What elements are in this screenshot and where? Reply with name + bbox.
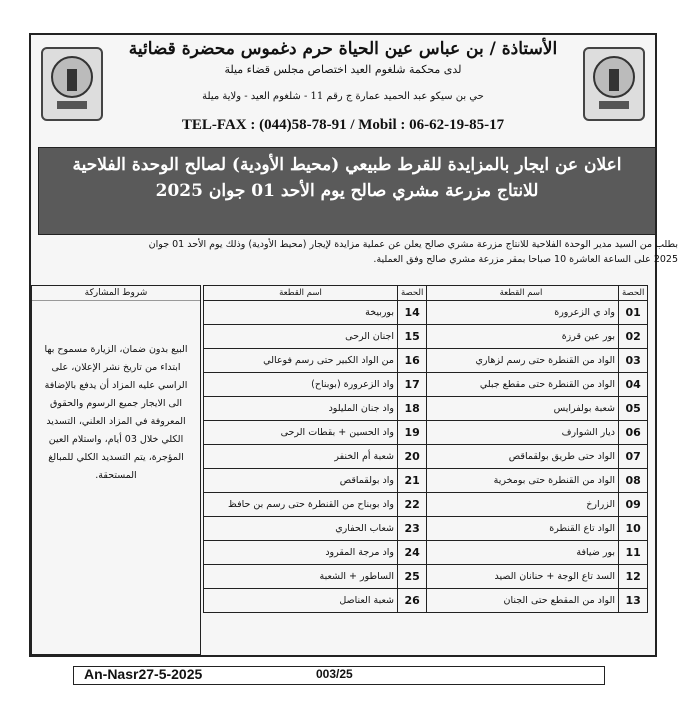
table-row <box>204 301 427 325</box>
office-address: حي بن سيكو عبد الحميد عمارة ج رقم 11 - شلغوم العيد - ولاية ميلة <box>202 91 484 102</box>
lot-name: واد ي الزعرورة <box>424 301 619 325</box>
lot-name: الواد من القنطرة حتى بومخرية <box>424 469 619 493</box>
table-row <box>204 373 427 397</box>
lot-number: 04 <box>619 373 648 397</box>
lot-name: الواد حتى طريق بولقماقص <box>424 445 619 469</box>
lot-number: 03 <box>619 349 648 373</box>
lot-number: 07 <box>619 445 648 469</box>
conditions-header: شروط المشاركة <box>32 286 200 301</box>
table-header-row <box>204 286 427 301</box>
banner-line-1: اعلان عن ايجار بالمزايدة للقرط طبيعي (محيط الأودية) لصالح الوحدة الفلاحية <box>72 155 622 175</box>
table-row <box>424 349 648 373</box>
lot-name: شعبة بولفرايس <box>424 397 619 421</box>
lot-name: بور ضيافة <box>424 541 619 565</box>
publication-footer <box>73 666 605 685</box>
lot-number: 12 <box>619 565 648 589</box>
intro-line-2: 2025 على الساعة العاشرة 10 صباحا بمقر مزرعة مشري صالح وفق العملية. <box>373 254 678 265</box>
table-row <box>424 373 648 397</box>
lot-name-header: اسم القطعة <box>424 286 619 301</box>
table-row <box>204 565 427 589</box>
lot-number: 01 <box>619 301 648 325</box>
announcement-banner <box>38 147 656 235</box>
lot-number: 06 <box>619 421 648 445</box>
lot-number: 18 <box>398 397 427 421</box>
court-jurisdiction: لدى محكمة شلغوم العيد اختصاص مجلس قضاء ميلة <box>224 63 462 76</box>
lot-number: 23 <box>398 517 427 541</box>
ad-number: 003/25 <box>316 667 353 681</box>
lot-name: السد تاع الوجة + حنانان الصيد <box>424 565 619 589</box>
bailiff-name: الأستاذة / بن عباس عين الحياة حرم دغموس محضرة قضائية <box>128 39 558 59</box>
lot-number: 22 <box>398 493 427 517</box>
announcement-sheet <box>29 33 678 657</box>
lot-number: 05 <box>619 397 648 421</box>
table-row <box>424 469 648 493</box>
lot-number: 25 <box>398 565 427 589</box>
newspaper-date: An-Nasr27-5-2025 <box>84 666 203 682</box>
lot-number-header: الحصة <box>619 286 648 301</box>
lot-number-header: الحصة <box>398 286 427 301</box>
table-row <box>424 397 648 421</box>
lot-name: واد بوبناح من القنطرة حتى رسم بن حافظ <box>204 493 398 517</box>
lot-name: واد جنان المليلود <box>204 397 398 421</box>
table-row <box>204 541 427 565</box>
lot-number: 17 <box>398 373 427 397</box>
table-row <box>204 397 427 421</box>
table-row <box>424 517 648 541</box>
lot-number: 02 <box>619 325 648 349</box>
contact-phone: TEL-FAX : (044)58-78-91 / Mobil : 06-62-19-85-17 <box>181 117 505 133</box>
table-row <box>424 541 648 565</box>
lot-number: 15 <box>398 325 427 349</box>
lot-name: شعبة العناصل <box>204 589 398 613</box>
lot-name: شعاب الحفاري <box>204 517 398 541</box>
table-row <box>204 589 427 613</box>
table-row <box>424 565 648 589</box>
lot-number: 16 <box>398 349 427 373</box>
lot-number: 11 <box>619 541 648 565</box>
intro-line-1: بطلب من السيد مدير الوحدة الفلاحية للانتاج مزرعة مشري صالح يعلن عن عملية مزايدة لإيجار (محيط الأودية) وذلك يوم الأحد 01 جوان <box>148 239 678 250</box>
table-row <box>204 421 427 445</box>
lot-name-header: اسم القطعة <box>204 286 398 301</box>
lot-number: 24 <box>398 541 427 565</box>
participation-conditions <box>31 285 201 655</box>
lot-name: واد مرجة المقرود <box>204 541 398 565</box>
lot-name: شعبة أم الخنفر <box>204 445 398 469</box>
lot-number: 19 <box>398 421 427 445</box>
lot-number: 20 <box>398 445 427 469</box>
table-header-row <box>424 286 648 301</box>
lot-name: الزرارخ <box>424 493 619 517</box>
lots-table-right <box>423 285 648 613</box>
lot-number: 09 <box>619 493 648 517</box>
table-row <box>204 493 427 517</box>
lot-name: الواد تاع القنطرة <box>424 517 619 541</box>
lot-number: 21 <box>398 469 427 493</box>
lot-name: ديار الشوارف <box>424 421 619 445</box>
court-seal-right-icon <box>583 47 645 121</box>
intro-text <box>31 237 680 267</box>
banner-line-2: للانتاج مزرعة مشري صالح يوم الأحد 01 جوان 2025 <box>155 181 539 201</box>
lot-name: الساطور + الشعبة <box>204 565 398 589</box>
conditions-text: البيع بدون ضمان، الزيارة مسموح بها ابتداء من تاريخ نشر الإعلان، على الراسي عليه المزاد أن يدفع بالإضافة الى الايجار جميع الرسوم والحقوق المعروفة في المزاد العلني، التسديد الكلي خلال 03 أيام، واستلام العين المؤجرة، يتم التسديد الكلي للمبالغ المستحقة. <box>44 344 188 481</box>
table-row <box>424 325 648 349</box>
lot-name: واد بولقماقص <box>204 469 398 493</box>
table-row <box>424 589 648 613</box>
lot-name: بور عين قرزة <box>424 325 619 349</box>
lot-number: 10 <box>619 517 648 541</box>
table-row <box>424 493 648 517</box>
table-row <box>204 469 427 493</box>
table-row <box>204 445 427 469</box>
table-row <box>204 349 427 373</box>
lot-name: اجنان الرحى <box>204 325 398 349</box>
lot-number: 26 <box>398 589 427 613</box>
lot-name: الواد من القنطرة حتى رسم لزهاري <box>424 349 619 373</box>
lot-name: من الواد الكبير حتى رسم فوعالي <box>204 349 398 373</box>
lot-name: بوربيخة <box>204 301 398 325</box>
table-row <box>424 301 648 325</box>
table-row <box>204 325 427 349</box>
table-row <box>424 421 648 445</box>
lot-name: الواد من القنطرة حتى مقطع جبلي <box>424 373 619 397</box>
lot-name: واد الحسين + بقطات الرحى <box>204 421 398 445</box>
lot-number: 08 <box>619 469 648 493</box>
lot-number: 14 <box>398 301 427 325</box>
lots-table-middle <box>203 285 427 613</box>
table-row <box>204 517 427 541</box>
court-seal-left-icon <box>41 47 103 121</box>
lot-name: واد الزعرورة (بوبناح) <box>204 373 398 397</box>
table-row <box>424 445 648 469</box>
lot-name: الواد من المقطع حتى الجنان <box>424 589 619 613</box>
lot-number: 13 <box>619 589 648 613</box>
